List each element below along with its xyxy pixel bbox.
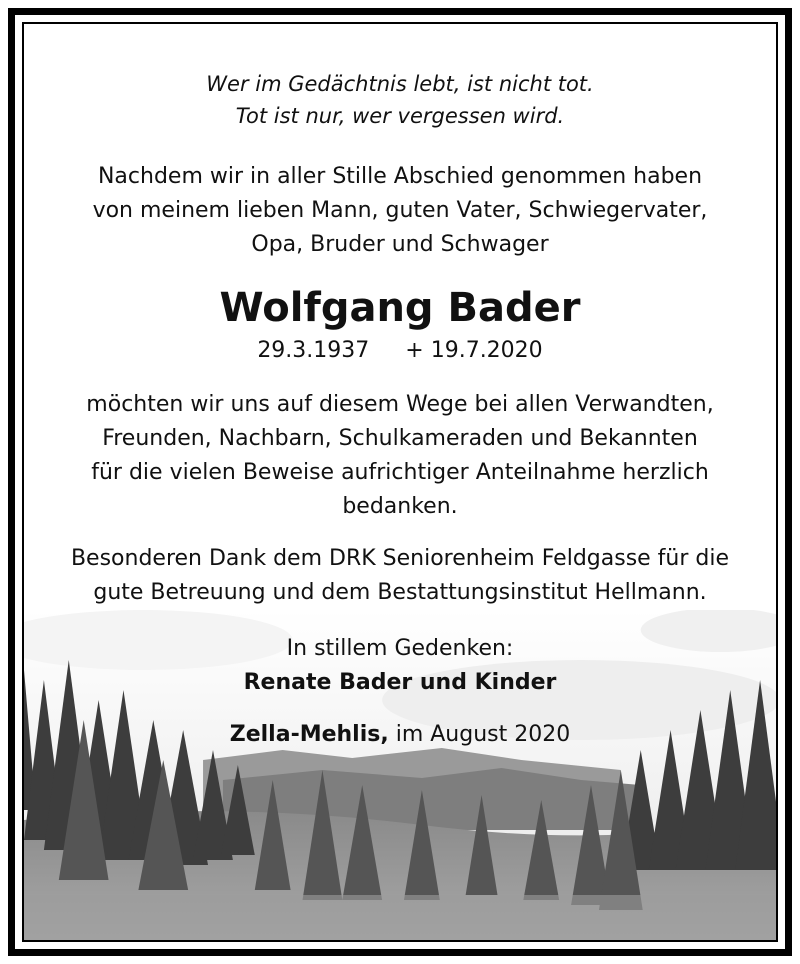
thanks-line-3: für die vielen Beweise aufrichtiger Anteilnahme herzlich bbox=[91, 460, 709, 485]
date-line: im August 2020 bbox=[395, 722, 571, 747]
obituary-inner-border bbox=[22, 22, 778, 942]
thanks-line-4: bedanken. bbox=[342, 494, 458, 519]
special-thanks-line-1: Besonderen Dank dem DRK Seniorenheim Feldgasse für die bbox=[70, 546, 730, 571]
life-dates bbox=[24, 334, 776, 368]
intro-line-1: Nachdem wir in aller Stille Abschied genommen haben bbox=[97, 164, 703, 189]
death-date: + 19.7.2020 bbox=[405, 338, 543, 363]
special-thanks-line-2: gute Betreuung und dem Bestattungsinstitut Hellmann. bbox=[93, 580, 707, 605]
motto-line-2: Tot ist nur, wer vergessen wird. bbox=[235, 104, 565, 128]
motto-line-1: Wer im Gedächtnis lebt, ist nicht tot. bbox=[206, 72, 594, 96]
signatories: Renate Bader und Kinder bbox=[243, 670, 557, 695]
place: Zella-Mehlis, bbox=[229, 722, 389, 747]
intro-line-3: Opa, Bruder und Schwager bbox=[251, 232, 549, 257]
thanks-line-1: möchten wir uns auf diesem Wege bei allen Verwandten, bbox=[86, 392, 714, 417]
thanks-line-2: Freunden, Nachbarn, Schulkameraden und Bekannten bbox=[102, 426, 698, 451]
deceased-name: Wolfgang Bader bbox=[219, 285, 581, 331]
obituary-text bbox=[24, 24, 776, 752]
place-date-line bbox=[24, 718, 776, 752]
closing-line: In stillem Gedenken: bbox=[286, 636, 514, 661]
birth-date: 29.3.1937 bbox=[257, 338, 370, 363]
obituary-frame bbox=[8, 8, 792, 956]
intro-line-2: von meinem lieben Mann, guten Vater, Schwiegervater, bbox=[92, 198, 708, 223]
